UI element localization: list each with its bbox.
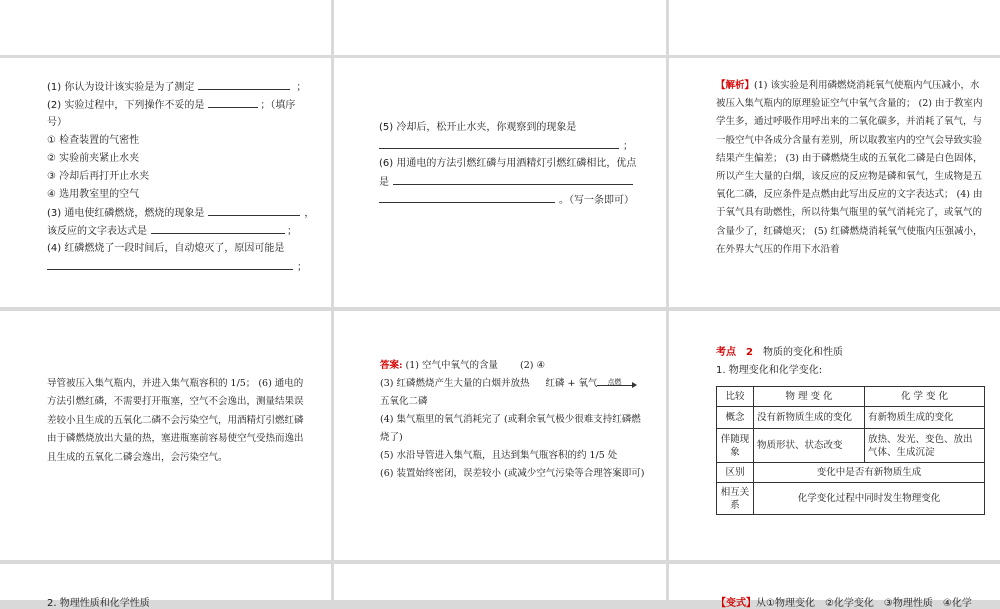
option-2: ② 实验前夹紧止水夹	[47, 153, 140, 164]
answer-3: (3) 红磷燃烧产生大量的白烟并放热	[380, 378, 530, 389]
table-cell: 没有新物质生成的变化	[754, 407, 865, 429]
q3-blank[interactable]	[208, 204, 300, 216]
q5-blank[interactable]	[379, 137, 619, 149]
answer-tag: 答案:	[380, 360, 403, 371]
slide-answers	[334, 311, 666, 560]
answer-4: (4) 集气瓶里的氧气消耗完了 (或剩余氧气极少很难支持红磷燃烧了)	[380, 414, 641, 444]
slide-top-right	[669, 0, 1000, 55]
table-cell: 放热、发光、变色、放出气体、生成沉淀	[865, 429, 985, 463]
table-header-cell: 物 理 变 化	[754, 387, 865, 407]
equation-left: 红磷 + 氧气	[545, 378, 598, 389]
q2-end: ；（填序	[260, 100, 296, 111]
q4-blank[interactable]	[47, 258, 293, 270]
option-1: ① 检查装置的气密性	[47, 135, 140, 146]
table-header-cell: 化 学 变 化	[865, 387, 985, 407]
table-cell: 变化中是否有新物质生成	[754, 463, 985, 483]
bottom-left-text: 2. 物理性质和化学性质	[47, 598, 150, 609]
answer-2: (2) ④	[520, 360, 546, 371]
q6-blank-2[interactable]	[379, 191, 555, 203]
q6b-text: 是	[379, 177, 389, 188]
slide-analysis	[669, 58, 1000, 307]
q2-text: (2) 实验过程中，下列操作不妥的是	[47, 100, 205, 111]
table-cell: 有新物质生成的变化	[865, 407, 985, 429]
q2-blank[interactable]	[208, 96, 258, 108]
q3b-blank[interactable]	[151, 222, 285, 234]
analysis-cont-text: 导管被压入集气瓶内，并进入集气瓶容积的 1/5； (6) 通电的方法引燃红磷，不需要打开瓶塞，空气不会逸出，测量结果误差较小且生成的五氧化二磷不会污染空气，用酒精灯引燃红磷由于磷燃烧放出大量的热，塞进瓶塞前容易使空气受热而逸出且生成的五氧化二磷会逸出，会污染空气。	[47, 378, 304, 463]
equation-condition: 点燃	[607, 377, 622, 386]
topic-tag: 考点 2	[716, 347, 753, 358]
q5-end: ；	[623, 141, 633, 152]
comparison-table	[716, 386, 985, 515]
q3-text: (3) 通电使红磷燃烧，燃烧的现象是	[47, 208, 205, 219]
q6-blank-1[interactable]	[393, 173, 633, 185]
slide-analysis-cont	[0, 311, 331, 560]
option-4: ④ 选用教室里的空气	[47, 189, 140, 200]
q3-end: ，	[304, 208, 315, 219]
q4-end: ；	[297, 262, 307, 273]
table-subtitle: 1. 物理变化和化学变化:	[716, 365, 823, 376]
table-cell: 区别	[717, 463, 754, 483]
q3b-text: 该反应的文字表达式是	[47, 226, 147, 237]
table-row	[717, 463, 985, 483]
q1-text: (1) 你认为设计该实验是为了测定	[47, 82, 195, 93]
table-cell: 相互关系	[717, 483, 754, 515]
q1-end: ；	[296, 82, 307, 93]
variant-text: 从①物理变化 ②化学变化 ③物理性质 ④化学	[756, 598, 972, 609]
table-row	[717, 429, 985, 463]
q6-end: 。（写一条即可）	[559, 195, 634, 206]
table-cell: 化学变化过程中同时发生物理变化	[754, 483, 985, 515]
slide-comparison	[669, 311, 1000, 560]
slide-questions-5-6	[334, 58, 666, 307]
table-cell: 物质形状、状态改变	[754, 429, 865, 463]
variant-tag: 【变式】	[716, 598, 756, 609]
q5-text: (5) 冷却后，松开止水夹，你观察到的现象是	[379, 122, 577, 133]
analysis-tag: 【解析】	[716, 80, 755, 91]
table-row	[717, 387, 985, 407]
q4-text: (4) 红磷燃烧了一段时间后，自动熄灭了，原因可能是	[47, 243, 285, 254]
slide-top-middle	[334, 0, 666, 55]
table-header-cell: 比较	[717, 387, 754, 407]
slide-bottom-right	[669, 564, 1000, 609]
q1-blank[interactable]	[198, 78, 290, 90]
answer-3-product: 五氧化二磷	[380, 396, 428, 407]
answer-6: (6) 装置始终密闭，误差较小 (或减少空气污染等合理答案即可)	[380, 468, 645, 480]
q6-text: (6) 用通电的方法引燃红磷与用酒精灯引燃红磷相比，优点	[379, 158, 637, 169]
topic-title: 物质的变化和性质	[762, 347, 843, 358]
option-3: ③ 冷却后再打开止水夹	[47, 171, 150, 182]
table-cell: 概念	[717, 407, 754, 429]
table-row	[717, 483, 985, 515]
q2-cont: 号）	[47, 117, 67, 128]
table-cell: 伴随现象	[717, 429, 754, 463]
slide-questions-1-4	[0, 58, 331, 307]
table-row	[717, 407, 985, 429]
slide-top-left	[0, 0, 331, 55]
slide-bottom-middle	[334, 564, 666, 600]
answer-5: (5) 水沿导管进入集气瓶，且达到集气瓶容积的约 1/5 处	[380, 450, 618, 462]
q3b-end: ；	[287, 226, 297, 237]
answer-1: (1) 空气中氧气的含量	[405, 360, 499, 371]
slide-bottom-left	[0, 564, 331, 609]
reaction-arrow-icon	[597, 379, 637, 389]
analysis-text: (1) 该实验是利用磷燃烧消耗氧气使瓶内气压减小，水被压入集气瓶内的原理验证空气中氧气含量的； (2) 由于教室内学生多，通过呼吸作用呼出来的二氧化碳多，并消耗了氧气，与一般空气中各成分含量有差别，所以取教室内的空气会导致实验结果产生偏差； (3) 由于磷燃烧生成的五氧化二磷是白色固体，所以产生大量的白烟，该反应的反应物是磷和氧气，生成物是五氧化二磷，反应条件是点燃由此写出反应的文字表达式； (4) 由于氧气具有助燃性，所以待集气瓶里的氧气消耗完了，或氧气的含量少了，红磷熄灭； (5) 红磷燃烧消耗氧气使瓶内压强减小，在外界大气压的作用下水沿着	[716, 80, 983, 255]
